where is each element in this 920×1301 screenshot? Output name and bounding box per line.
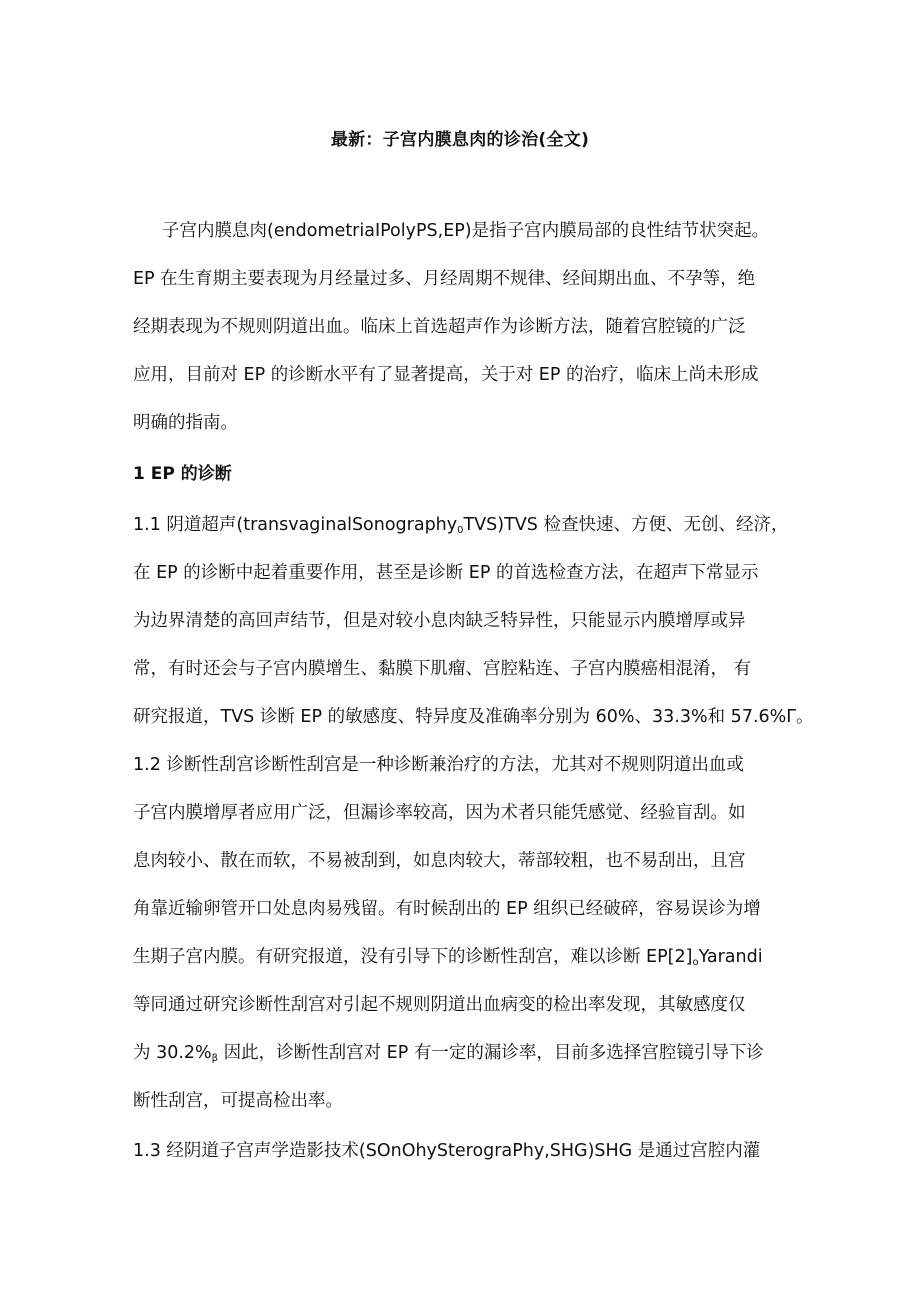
section-heading-1: 1 EP 的诊断 (133, 464, 232, 484)
s12-line-6: 等同通过研究诊断性刮宫对引起不规则阴道出血病变的检出率发现，其敏感度仅 (133, 995, 746, 1015)
s12-line-7-a: 为 30.2% (133, 1043, 212, 1063)
s12-line-5-sub: o (692, 957, 699, 968)
s11-line-1-a: 1.1 阴道超声(transvaginalSonography (133, 515, 458, 535)
intro-line-4: 应用，目前对 EP 的诊断水平有了显著提高，关于对 EP 的治疗，临床上尚未形成 (133, 365, 759, 385)
s11-line-2: 在 EP 的诊断中起着重要作用，甚至是诊断 EP 的首选检查方法，在超声下常显示 (133, 563, 759, 583)
s12-line-5-a: 生期子宫内膜。有研究报道，没有引导下的诊断性刮宫，难以诊断 EP[2] (133, 947, 693, 967)
s12-line-7-sub: β (211, 1053, 219, 1064)
s11-line-4: 常，有时还会与子宫内膜增生、黏膜下肌瘤、宫腔粘连、子宫内膜癌相混淆， 有 (133, 659, 752, 679)
s12-line-4: 角靠近输卵管开口处息肉易残留。有时候刮出的 EP 组织已经破碎，容易误诊为增 (133, 899, 761, 919)
s12-line-1: 1.2 诊断性刮宫诊断性刮宫是一种诊断兼治疗的方法，尤其对不规则阴道出血或 (133, 755, 744, 775)
s12-line-7-b: 因此，诊断性刮宫对 EP 有一定的漏诊率，目前多选择宫腔镜引导下诊 (218, 1043, 764, 1063)
s12-line-8: 断性刮宫，可提高检出率。 (133, 1091, 343, 1111)
s11-line-1 (133, 512, 788, 538)
intro-line-2: EP 在生育期主要表现为月经量过多、月经周期不规律、经间期出血、不孕等，绝 (133, 269, 756, 289)
intro-line-5: 明确的指南。 (133, 413, 238, 433)
s12-line-5 (133, 944, 763, 970)
s12-line-5-b: Yarandi (698, 947, 763, 967)
s11-line-1-b: TVS)TVS 检查快速、方便、无创、经济， (463, 515, 789, 535)
s12-line-7 (133, 1040, 764, 1066)
s12-line-2: 子宫内膜增厚者应用广泛，但漏诊率较高，因为术者只能凭感觉、经验盲刮。如 (133, 803, 746, 823)
s11-line-3: 为边界清楚的高回声结节，但是对较小息肉缺乏特异性，只能显示内膜增厚或异 (133, 611, 746, 631)
s11-line-5: 研究报道，TVS 诊断 EP 的敏感度、特异度及准确率分别为 60%、33.3%和 57.6%Γ。 (133, 707, 814, 727)
s12-line-3: 息肉较小、散在而软，不易被刮到，如息肉较大，蒂部较粗，也不易刮出，且宫 (133, 851, 746, 871)
s13-line-1: 1.3 经阴道子宫声学造影技术(SOnOhySterograPhy,SHG)SHG 是通过宫腔内灌 (133, 1141, 761, 1161)
s11-line-1-sub: 0 (457, 525, 464, 536)
intro-line-1: 子宫内膜息肉(endometriaIPolyPS,EP)是指子宫内膜局部的良性结节状突起。 (162, 221, 770, 241)
document-title: 最新：子宫内膜息肉的诊治(全文) (330, 130, 590, 150)
intro-line-3: 经期表现为不规则阴道出血。临床上首选超声作为诊断方法，随着宫腔镜的广泛 (133, 317, 746, 337)
